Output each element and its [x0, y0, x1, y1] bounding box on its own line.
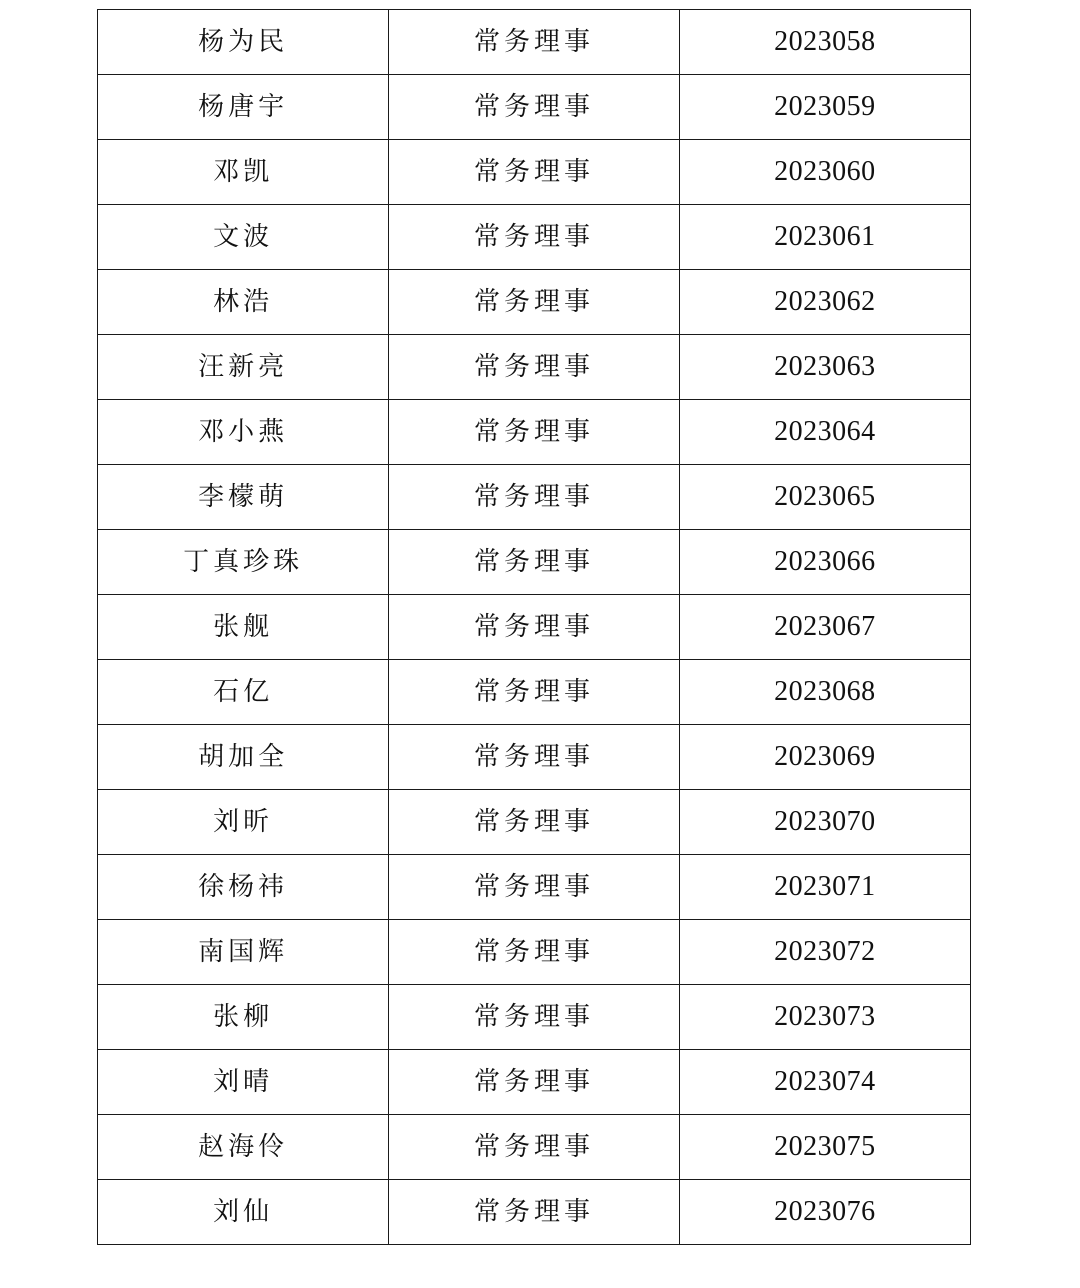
- member-name-cell: [98, 465, 389, 530]
- table-row: [98, 595, 971, 660]
- table-row: [98, 1050, 971, 1115]
- member-role-cell: [389, 1180, 679, 1245]
- member-role-text: 常务理事: [473, 1197, 594, 1227]
- member-name-cell: [98, 725, 389, 790]
- member-role-cell: [389, 855, 679, 920]
- member-id-cell: [679, 400, 970, 465]
- table-row: [98, 10, 971, 75]
- member-id-text: 2023075: [774, 1131, 876, 1162]
- member-name-cell: [98, 985, 389, 1050]
- member-id-text: 2023069: [774, 741, 876, 772]
- table-row: [98, 140, 971, 205]
- member-role-text: 常务理事: [473, 872, 594, 902]
- member-id-cell: [679, 140, 970, 205]
- member-id-text: 2023072: [774, 936, 876, 967]
- table-row: [98, 855, 971, 920]
- member-role-text: 常务理事: [473, 1132, 594, 1162]
- member-name-text: 林浩: [213, 287, 274, 317]
- member-id-text: 2023076: [774, 1196, 876, 1227]
- member-id-text: 2023068: [774, 676, 876, 707]
- roster-body: [98, 10, 971, 1245]
- member-id-text: 2023071: [774, 871, 876, 902]
- member-name-text: 石亿: [213, 677, 274, 707]
- member-id-cell: [679, 10, 970, 75]
- member-id-text: 2023061: [774, 221, 876, 252]
- member-id-cell: [679, 205, 970, 270]
- member-role-cell: [389, 335, 679, 400]
- member-role-cell: [389, 270, 679, 335]
- table-row: [98, 1180, 971, 1245]
- member-role-text: 常务理事: [473, 352, 594, 382]
- member-name-text: 邓凯: [213, 157, 274, 187]
- member-id-cell: [679, 790, 970, 855]
- member-name-cell: [98, 400, 389, 465]
- member-name-text: 张柳: [213, 1002, 274, 1032]
- member-role-text: 常务理事: [473, 612, 594, 642]
- member-role-text: 常务理事: [473, 417, 594, 447]
- member-role-cell: [389, 595, 679, 660]
- member-name-text: 张舰: [213, 612, 274, 642]
- member-id-text: 2023067: [774, 611, 876, 642]
- member-name-text: 丁真珍珠: [183, 547, 304, 577]
- member-name-cell: [98, 75, 389, 140]
- member-id-text: 2023074: [774, 1066, 876, 1097]
- member-id-cell: [679, 1180, 970, 1245]
- member-name-cell: [98, 1115, 389, 1180]
- member-role-cell: [389, 465, 679, 530]
- member-role-text: 常务理事: [473, 92, 594, 122]
- table-row: [98, 790, 971, 855]
- member-role-cell: [389, 725, 679, 790]
- member-name-text: 杨为民: [198, 27, 289, 57]
- member-name-text: 刘昕: [213, 807, 274, 837]
- member-id-cell: [679, 855, 970, 920]
- member-name-cell: [98, 1050, 389, 1115]
- member-name-cell: [98, 205, 389, 270]
- member-role-cell: [389, 400, 679, 465]
- member-role-text: 常务理事: [473, 742, 594, 772]
- table-row: [98, 530, 971, 595]
- member-id-cell: [679, 985, 970, 1050]
- member-name-cell: [98, 1180, 389, 1245]
- member-id-text: 2023058: [774, 26, 876, 57]
- member-name-cell: [98, 530, 389, 595]
- member-name-cell: [98, 920, 389, 985]
- member-name-text: 杨唐宇: [198, 92, 289, 122]
- member-name-text: 胡加全: [198, 742, 289, 772]
- member-name-text: 李檬萌: [198, 482, 289, 512]
- member-id-cell: [679, 530, 970, 595]
- member-roster-table: [97, 9, 971, 1245]
- member-role-text: 常务理事: [473, 1067, 594, 1097]
- member-role-cell: [389, 75, 679, 140]
- member-name-text: 徐杨祎: [198, 872, 289, 902]
- member-role-text: 常务理事: [473, 937, 594, 967]
- member-id-cell: [679, 1115, 970, 1180]
- member-id-text: 2023070: [774, 806, 876, 837]
- member-role-cell: [389, 205, 679, 270]
- member-role-text: 常务理事: [473, 1002, 594, 1032]
- table-row: [98, 335, 971, 400]
- table-row: [98, 1115, 971, 1180]
- member-role-cell: [389, 985, 679, 1050]
- member-role-cell: [389, 1050, 679, 1115]
- member-name-cell: [98, 335, 389, 400]
- member-role-cell: [389, 1115, 679, 1180]
- member-role-text: 常务理事: [473, 547, 594, 577]
- member-id-cell: [679, 595, 970, 660]
- member-id-text: 2023063: [774, 351, 876, 382]
- member-role-text: 常务理事: [473, 222, 594, 252]
- member-id-cell: [679, 335, 970, 400]
- member-id-cell: [679, 465, 970, 530]
- member-role-cell: [389, 140, 679, 205]
- table-row: [98, 400, 971, 465]
- member-name-text: 赵海伶: [198, 1132, 289, 1162]
- member-name-cell: [98, 660, 389, 725]
- member-id-cell: [679, 920, 970, 985]
- member-role-text: 常务理事: [473, 482, 594, 512]
- member-role-cell: [389, 790, 679, 855]
- member-id-cell: [679, 1050, 970, 1115]
- table-row: [98, 725, 971, 790]
- member-role-cell: [389, 660, 679, 725]
- member-name-cell: [98, 270, 389, 335]
- member-role-text: 常务理事: [473, 287, 594, 317]
- member-name-text: 汪新亮: [198, 352, 289, 382]
- member-id-text: 2023073: [774, 1001, 876, 1032]
- member-id-text: 2023065: [774, 481, 876, 512]
- member-role-text: 常务理事: [473, 677, 594, 707]
- member-id-text: 2023060: [774, 156, 876, 187]
- member-id-text: 2023059: [774, 91, 876, 122]
- member-id-cell: [679, 75, 970, 140]
- member-name-text: 文波: [213, 222, 274, 252]
- member-id-text: 2023062: [774, 286, 876, 317]
- member-role-text: 常务理事: [473, 157, 594, 187]
- member-name-cell: [98, 595, 389, 660]
- table-row: [98, 660, 971, 725]
- member-role-text: 常务理事: [473, 807, 594, 837]
- member-role-cell: [389, 530, 679, 595]
- member-name-cell: [98, 140, 389, 205]
- table-row: [98, 985, 971, 1050]
- member-name-text: 刘晴: [213, 1067, 274, 1097]
- member-id-text: 2023064: [774, 416, 876, 447]
- table-row: [98, 75, 971, 140]
- member-role-cell: [389, 10, 679, 75]
- member-role-text: 常务理事: [473, 27, 594, 57]
- table-row: [98, 205, 971, 270]
- table-row: [98, 465, 971, 530]
- table-row: [98, 270, 971, 335]
- member-name-text: 邓小燕: [198, 417, 289, 447]
- member-name-text: 刘仙: [213, 1197, 274, 1227]
- member-id-text: 2023066: [774, 546, 876, 577]
- member-id-cell: [679, 270, 970, 335]
- table-row: [98, 920, 971, 985]
- member-name-cell: [98, 790, 389, 855]
- member-id-cell: [679, 660, 970, 725]
- member-name-cell: [98, 10, 389, 75]
- member-name-text: 南国辉: [198, 937, 289, 967]
- member-role-cell: [389, 920, 679, 985]
- member-name-cell: [98, 855, 389, 920]
- member-id-cell: [679, 725, 970, 790]
